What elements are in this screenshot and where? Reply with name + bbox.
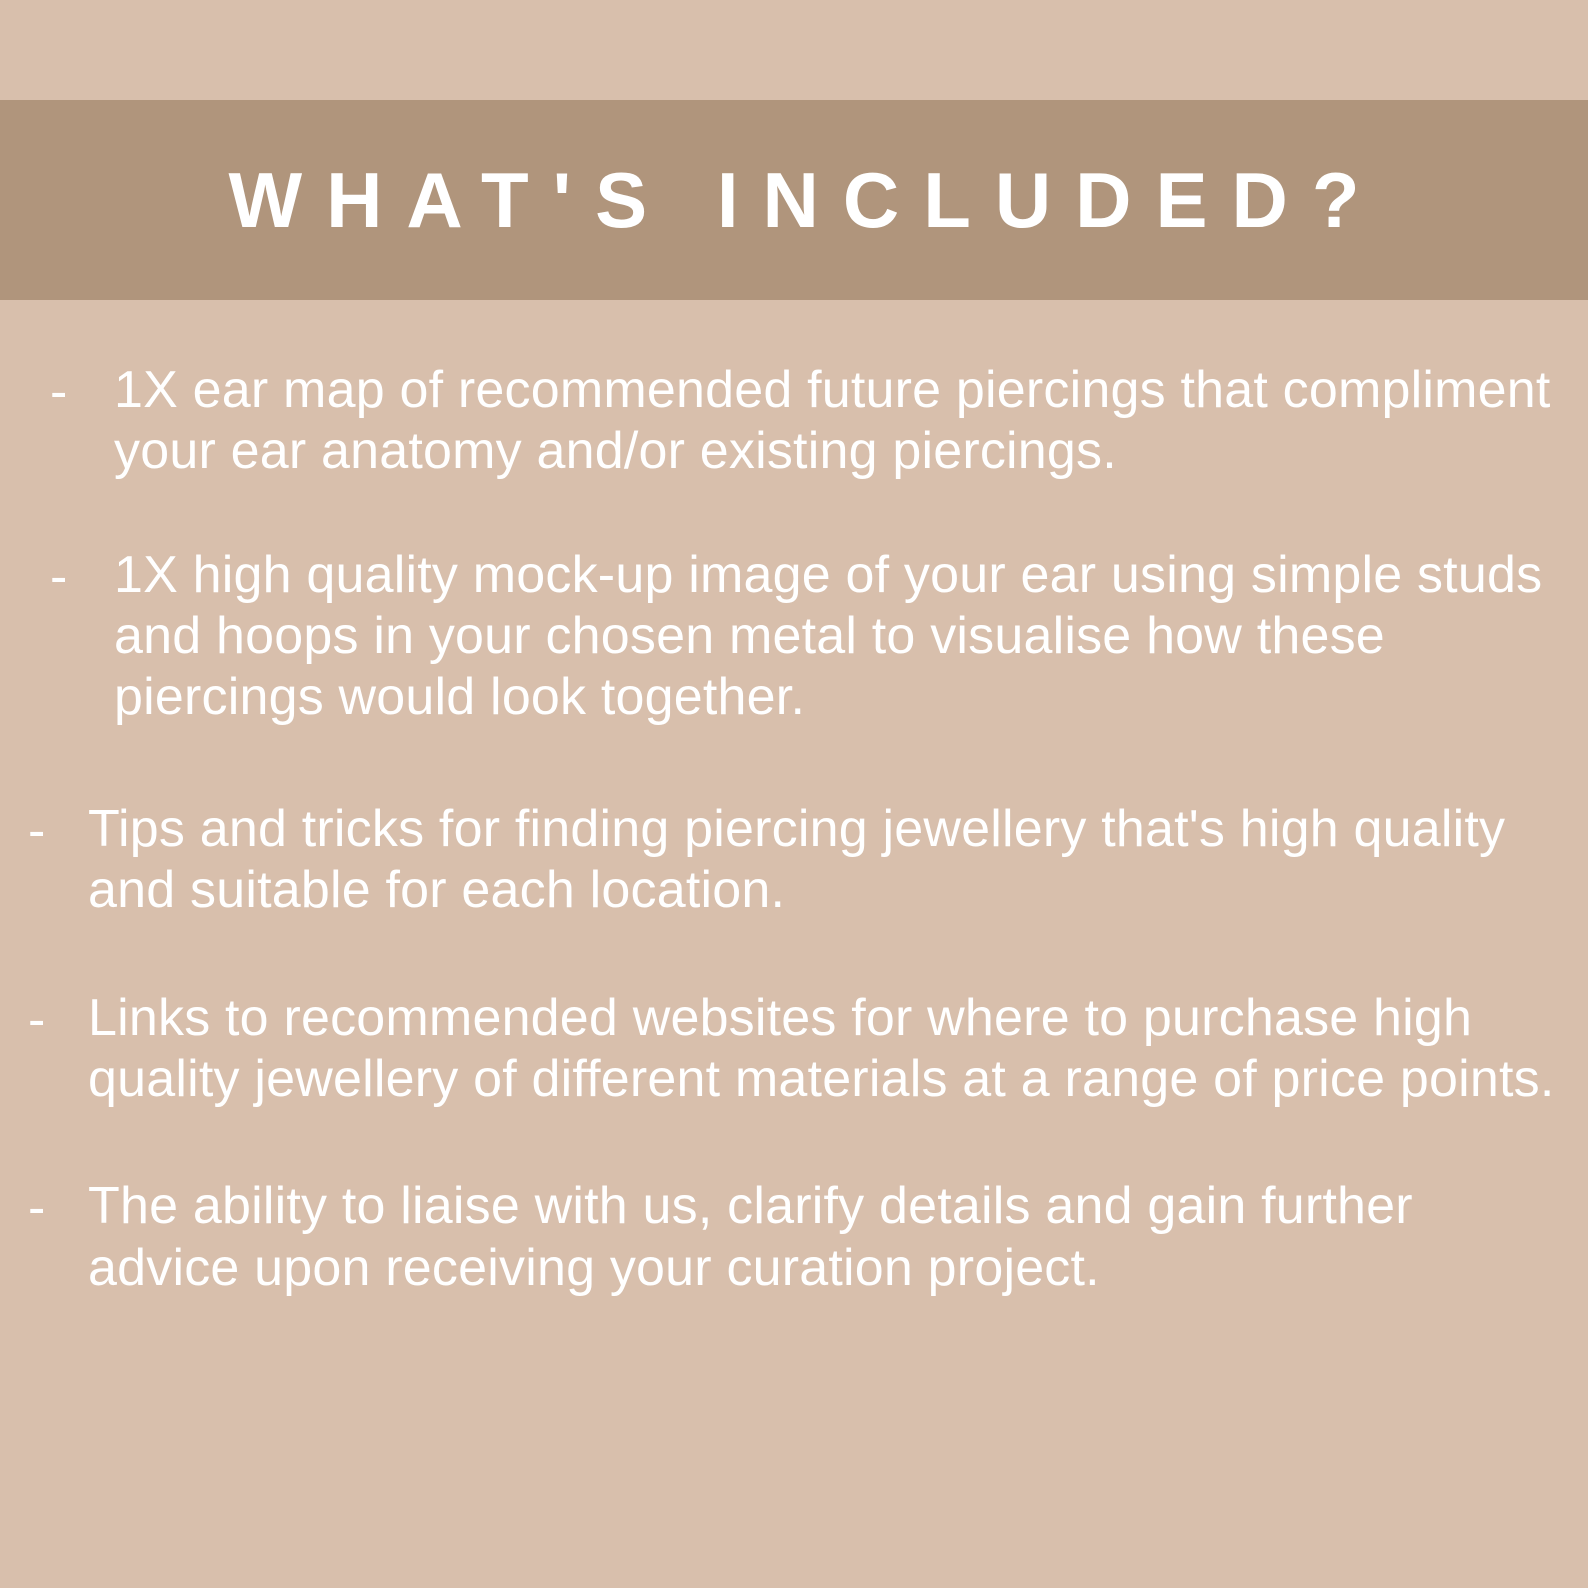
page-title: WHAT'S INCLUDED? — [228, 156, 1384, 244]
list-item-text: 1X ear map of recommended future piercings that compliment your ear anatomy and/or existing piercings. — [114, 361, 1551, 481]
list-item — [10, 545, 1568, 729]
title-banner — [0, 100, 1588, 300]
list-item-text: Tips and tricks for finding piercing jewellery that's high quality and suitable for each location. — [88, 799, 1506, 920]
bullet-marker: - — [50, 363, 68, 421]
list-item-text: Links to recommended websites for where to purchase high quality jewellery of different materials at a range of price points. — [88, 988, 1555, 1108]
list-item-text: 1X high quality mock-up image of your ear using simple studs and hoops in your chosen metal to visualise how these piercings would look together. — [114, 545, 1543, 727]
bullet-marker: - — [28, 1179, 46, 1238]
bullet-marker: - — [50, 547, 68, 606]
list-item — [10, 360, 1568, 483]
bullet-marker: - — [28, 990, 46, 1049]
included-list — [0, 360, 1588, 1299]
list-item — [10, 799, 1568, 922]
list-item — [10, 1176, 1568, 1299]
list-item-text: The ability to liaise with us, clarify details and gain further advice upon receiving your curation project. — [88, 1177, 1413, 1297]
list-item — [10, 988, 1568, 1111]
bullet-marker: - — [28, 801, 46, 860]
